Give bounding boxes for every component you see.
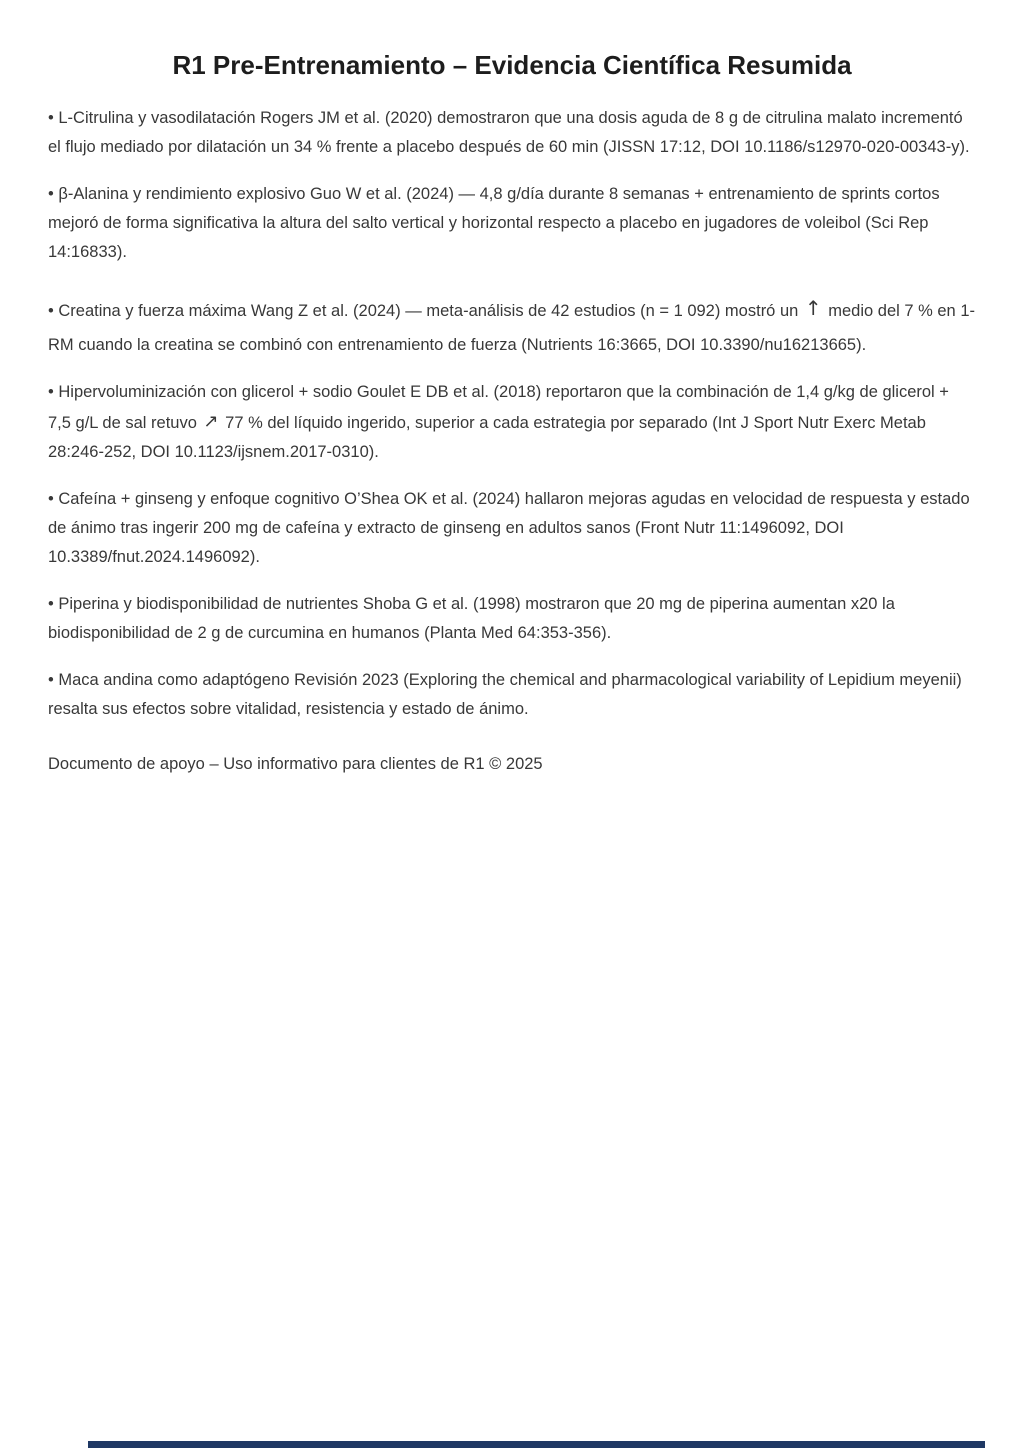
evidence-item <box>48 285 976 360</box>
evidence-item <box>48 485 976 572</box>
evidence-item <box>48 666 976 724</box>
page-title: R1 Pre-Entrenamiento – Evidencia Científica Resumida <box>172 50 852 80</box>
evidence-text: • Piperina y biodisponibilidad de nutrientes Shoba G et al. (1998) mostraron que 20 mg de piperina aumentan x20 la biodisponibilidad de 2 g de curcumina en humanos (Planta Med 64:353-356). <box>48 595 895 642</box>
evidence-item <box>48 590 976 648</box>
evidence-text: • Hipervoluminización con glicerol + sodio Goulet E DB et al. (2018) reportaron que la combinación de 1,4 g/kg de glicerol + 7,5 g/L de sal retuvo <box>48 383 949 432</box>
cutoff-content-bar <box>88 1441 985 1448</box>
evidence-text: • L-Citrulina y vasodilatación Rogers JM et al. (2020) demostraron que una dosis aguda de 8 g de citrulina malato incrementó el flujo mediado por dilatación un 34 % frente a placebo después de 60 min (JISSN 17:12, DOI 10.1186/s12970-020-00343-y). <box>48 109 970 156</box>
evidence-text: medio del 7 % en 1-RM cuando la creatina se combinó con entrenamiento de fuerza (Nutrients 16:3665, DOI 10.3390/nu16213665). <box>48 302 975 354</box>
evidence-text: 77 % del líquido ingerido, superior a cada estrategia por separado (Int J Sport Nutr Exerc Metab 28:246-252, DOI 10.1123/ijsnem.2017-0310). <box>48 414 926 461</box>
evidence-list <box>48 104 976 724</box>
footer-note: Documento de apoyo – Uso informativo para clientes de R1 © 2025 <box>48 755 543 773</box>
evidence-item <box>48 104 976 162</box>
evidence-item <box>48 180 976 267</box>
up-arrow-icon: ↑ <box>804 296 822 320</box>
evidence-text: • Cafeína + ginseng y enfoque cognitivo O’Shea OK et al. (2024) hallaron mejoras agudas en velocidad de respuesta y estado de ánimo tras ingerir 200 mg de cafeína y extracto de ginseng en adultos sanos (Front Nutr 11:1496092, DOI 10.3389/fnut.2024.1496092). <box>48 490 970 566</box>
evidence-text: • Creatina y fuerza máxima Wang Z et al. (2024) — meta-análisis de 42 estudios (n = 1 092) mostró un <box>48 302 803 320</box>
evidence-text: • Maca andina como adaptógeno Revisión 2023 (Exploring the chemical and pharmacological variability of Lepidium meyenii) resalta sus efectos sobre vitalidad, resistencia y estado de ánimo. <box>48 671 962 718</box>
evidence-item <box>48 378 976 467</box>
evidence-text: • β-Alanina y rendimiento explosivo Guo W et al. (2024) — 4,8 g/día durante 8 semanas + entrenamiento de sprints cortos mejoró de forma significativa la altura del salto vertical y horizontal respecto a placebo en jugadores de voleibol (Sci Rep 14:16833). <box>48 185 940 261</box>
up-right-arrow-icon: ↗ <box>203 411 219 432</box>
